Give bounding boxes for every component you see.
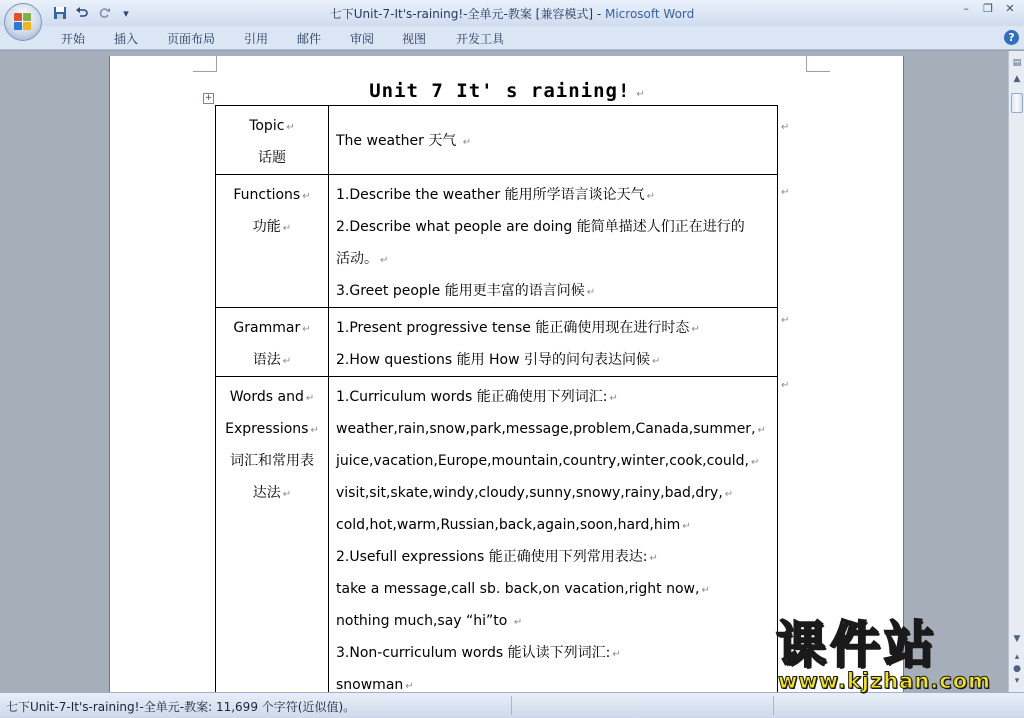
content-line: 1.Curriculum words 能正确使用下列词汇: ↵	[336, 389, 618, 405]
status-separator	[511, 696, 512, 715]
content-line: 3.Greet people 能用更丰富的语言问候 ↵	[336, 283, 596, 299]
row-content[interactable]	[329, 175, 778, 308]
window-controls	[956, 2, 1020, 16]
label-line: Topic ↵	[249, 118, 295, 134]
content-line: The weather 天气 ↵	[336, 133, 472, 149]
content-line: 2.Describe what people are doing 能简单描述人们正在进行的	[336, 219, 745, 235]
status-separator	[773, 696, 774, 715]
tab-view[interactable]: 视图	[402, 32, 427, 46]
scroll-down-icon[interactable]: ▼	[1013, 634, 1021, 644]
label-line: 功能 ↵	[252, 219, 292, 235]
content-line: 活动。 ↵	[336, 251, 389, 267]
end-of-row-mark: ↵	[781, 122, 790, 133]
tab-home[interactable]: 开始	[61, 32, 86, 46]
table-row-functions	[216, 175, 778, 308]
end-of-row-mark: ↵	[781, 380, 790, 391]
content-line: snowman ↵	[336, 677, 414, 692]
document-name: 七下Unit-7-It's-raining!-全单元-教案 [兼容模式] -	[329, 7, 605, 21]
status-text: 七下Unit-7-It's-raining!-全单元-教案: 11,699 个字符(近似值)。	[6, 700, 356, 714]
watermark-title: 课件站	[776, 616, 938, 674]
paragraph-mark: ↵	[636, 89, 646, 100]
document-heading	[110, 80, 905, 102]
content-line: juice,vacation,Europe,mountain,country,winter,cook,could, ↵	[336, 453, 760, 469]
tab-developer[interactable]: 开发工具	[456, 32, 505, 46]
ruler-toggle-icon[interactable]: ▤	[1012, 58, 1022, 68]
customize-dropdown-icon[interactable]: ▾	[123, 6, 129, 20]
quick-access-toolbar	[52, 4, 134, 22]
content-line: 2.Usefull expressions 能正确使用下列常用表达: ↵	[336, 549, 658, 565]
help-icon[interactable]: ?	[1004, 30, 1019, 45]
row-content[interactable]	[329, 308, 778, 377]
table-row-words	[216, 377, 778, 693]
site-watermark	[776, 617, 1008, 691]
content-line: 2.How questions 能用 How 引导的问句表达问候 ↵	[336, 352, 661, 368]
content-line: 1.Present progressive tense 能正确使用现在进行时态 ↵	[336, 320, 700, 336]
lesson-plan-table	[215, 105, 778, 692]
office-button[interactable]	[4, 3, 42, 41]
label-line: 达法 ↵	[252, 485, 292, 501]
row-label	[216, 377, 329, 693]
content-line: cold,hot,warm,Russian,back,again,soon,hard,him ↵	[336, 517, 691, 533]
end-of-row-mark: ↵	[781, 315, 790, 326]
watermark-url: www.kjzhan.com	[778, 669, 992, 693]
content-line: 1.Describe the weather 能用所学语言谈论天气 ↵	[336, 187, 655, 203]
save-icon[interactable]	[52, 5, 68, 21]
content-line: 3.Non-curriculum words 能认读下列词汇: ↵	[336, 645, 621, 661]
previous-page-icon[interactable]: ▴	[1014, 652, 1020, 662]
label-line: 词汇和常用表	[230, 453, 314, 469]
title-bar	[0, 0, 1024, 26]
tab-page-layout[interactable]: 页面布局	[167, 32, 216, 46]
label-line: 话题	[258, 150, 286, 166]
close-icon[interactable]: ✕	[1005, 2, 1015, 15]
window-title	[0, 5, 1024, 22]
minimize-icon[interactable]: –	[963, 2, 969, 15]
tab-mailings[interactable]: 邮件	[297, 32, 322, 46]
tab-review[interactable]: 审阅	[350, 32, 375, 46]
heading-text: Unit 7 It' s raining!	[369, 80, 631, 102]
table-row-grammar	[216, 308, 778, 377]
row-label	[216, 175, 329, 308]
ribbon-tab-bar	[0, 26, 1024, 50]
margin-corner-top-right	[806, 56, 830, 72]
redo-icon[interactable]	[96, 5, 112, 21]
tab-insert[interactable]: 插入	[114, 32, 139, 46]
app-name: Microsoft Word	[604, 7, 695, 21]
restore-icon[interactable]: ❐	[983, 2, 993, 15]
status-bar	[0, 692, 1024, 718]
content-line: weather,rain,snow,park,message,problem,Canada,summer, ↵	[336, 421, 766, 437]
browse-object-icon[interactable]: ●	[1013, 664, 1021, 674]
scroll-thumb[interactable]	[1011, 93, 1023, 113]
document-page[interactable]	[109, 56, 904, 692]
office-logo-icon	[14, 13, 32, 31]
label-line: Functions ↵	[233, 187, 311, 203]
next-page-icon[interactable]: ▾	[1014, 676, 1020, 686]
document-workspace	[0, 51, 1008, 692]
label-line: 语法 ↵	[252, 352, 292, 368]
label-line: Grammar ↵	[233, 320, 311, 336]
content-line: nothing much,say “hi”to ↵	[336, 613, 523, 629]
margin-corner-top-left	[193, 56, 217, 72]
vertical-scrollbar[interactable]	[1008, 51, 1024, 692]
scroll-up-icon[interactable]: ▲	[1013, 74, 1021, 84]
row-content[interactable]	[329, 377, 778, 693]
row-label	[216, 106, 329, 175]
label-line: Expressions ↵	[225, 421, 319, 437]
tab-references[interactable]: 引用	[244, 32, 269, 46]
end-of-row-mark: ↵	[781, 187, 790, 198]
label-line: Words and ↵	[229, 389, 315, 405]
row-content[interactable]	[329, 106, 778, 175]
content-line: take a message,call sb. back,on vacation,right now, ↵	[336, 581, 710, 597]
content-line: visit,sit,skate,windy,cloudy,sunny,snowy,rainy,bad,dry, ↵	[336, 485, 734, 501]
table-row-topic	[216, 106, 778, 175]
undo-icon[interactable]	[74, 5, 90, 21]
table-move-handle-icon[interactable]: +	[204, 93, 213, 103]
row-label	[216, 308, 329, 377]
